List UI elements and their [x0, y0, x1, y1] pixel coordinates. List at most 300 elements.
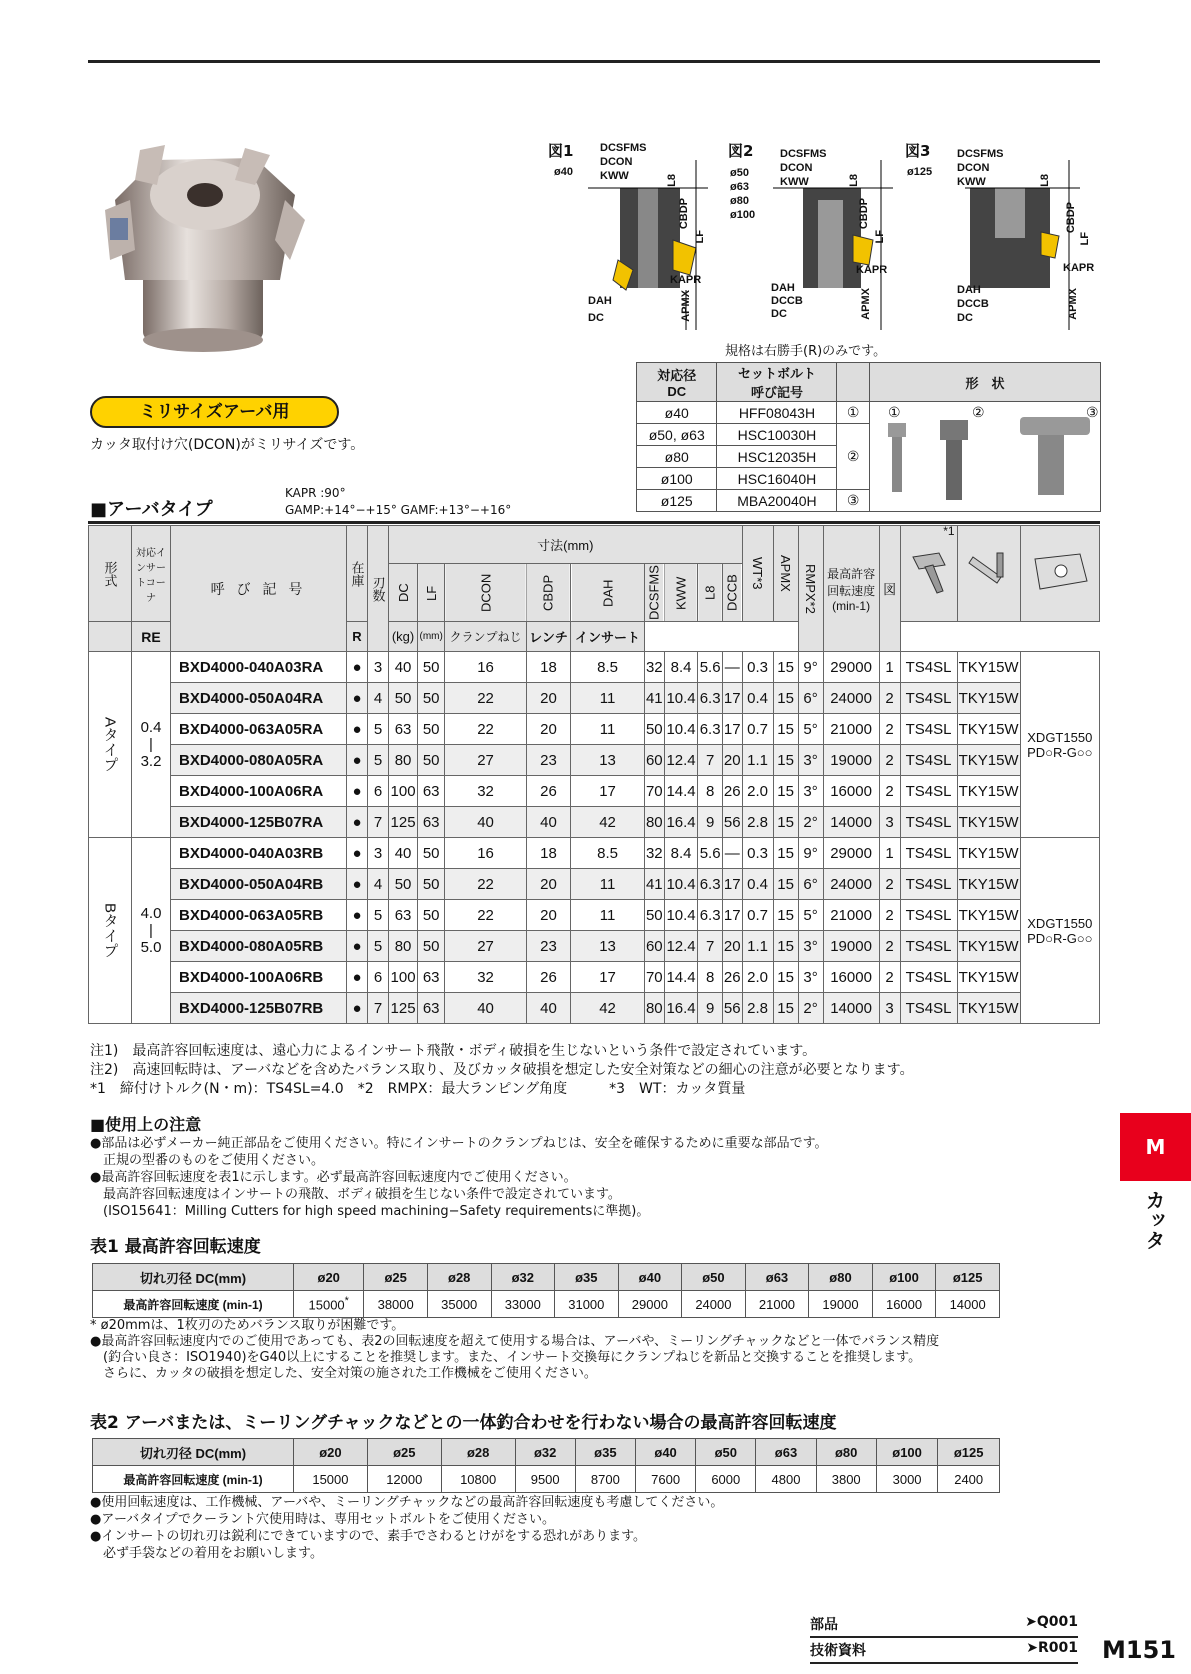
cell: 14000	[823, 993, 879, 1024]
cell: 2.8	[742, 993, 773, 1024]
cell: 3	[368, 838, 389, 869]
cell: 6°	[798, 869, 823, 900]
cell: 5	[368, 931, 389, 962]
table2-value: 3000	[876, 1466, 938, 1493]
cell: 63	[389, 900, 418, 931]
cell: 10.4	[664, 869, 698, 900]
cell: 60	[644, 931, 664, 962]
cell: 63	[418, 776, 445, 807]
cell: 20	[526, 683, 570, 714]
dim-dah-2: DAH	[771, 282, 795, 294]
cell: 6.3	[698, 869, 722, 900]
cell: 15	[773, 807, 798, 838]
gamp-gamf-angles: GAMP:+14°−+15° GAMF:+13°−+16°	[285, 503, 512, 517]
cell: 7	[368, 807, 389, 838]
dim-kapr-3: KAPR	[1063, 262, 1095, 274]
bolt-table	[636, 362, 1101, 512]
cell: 100	[389, 962, 418, 993]
table1-value: 33000	[491, 1291, 555, 1318]
dim-dcsfms-3: DCSFMS	[957, 148, 1004, 160]
table1-value: 35000	[427, 1291, 491, 1318]
table2-col: ø25	[367, 1439, 441, 1466]
cell: 63	[418, 962, 445, 993]
cell: TKY15W	[957, 962, 1020, 993]
figure-1-diameter: ø40	[554, 166, 573, 178]
dim-dccb-2: DCCB	[771, 295, 803, 307]
table-row	[89, 776, 1100, 807]
dim-dcsfms-2: DCSFMS	[780, 148, 827, 160]
cell: 80	[644, 993, 664, 1024]
cell: 15	[773, 683, 798, 714]
cell: 21000	[823, 714, 879, 745]
cell: 17	[722, 900, 742, 931]
table1	[92, 1263, 1000, 1318]
cell: ●	[347, 900, 368, 931]
bolt-row: ø50, ø63 HSC10030H ②	[637, 424, 1101, 446]
cell: TS4SL	[900, 900, 957, 931]
cell: 2.0	[742, 776, 773, 807]
figure-2	[728, 140, 888, 320]
cell: 5.6	[698, 838, 722, 869]
header-insert-icon-cell	[1020, 526, 1099, 622]
group-re: 4.0 | 5.0	[132, 838, 171, 1024]
cell-code: BXD4000-080A05RB	[171, 931, 347, 962]
cell-code: BXD4000-100A06RA	[171, 776, 347, 807]
cell: 3°	[798, 931, 823, 962]
dim-cbdp-2: CBDP	[858, 198, 870, 230]
dim-kww-2: KWW	[780, 176, 809, 188]
table2-col: ø80	[816, 1439, 876, 1466]
cell-code: BXD4000-063A05RA	[171, 714, 347, 745]
table2-value: 4800	[756, 1466, 816, 1493]
cell: TKY15W	[957, 993, 1020, 1024]
footer-parts[interactable]: 部品 ➤Q001	[810, 1612, 1078, 1638]
table2	[92, 1438, 1000, 1493]
cell: 16.4	[664, 807, 698, 838]
table2-value: 2400	[938, 1466, 1000, 1493]
cell: 63	[418, 993, 445, 1024]
cell-code: BXD4000-125B07RB	[171, 993, 347, 1024]
table-row	[89, 931, 1100, 962]
arbor-type-table	[88, 525, 1100, 1024]
cell: 6.3	[698, 683, 722, 714]
dim-l8-2: L8	[848, 174, 860, 187]
dim-apmx-1: APMX	[680, 290, 692, 322]
cell: 9	[698, 993, 722, 1024]
header-stock: 在庫	[347, 526, 368, 622]
cell: 80	[389, 745, 418, 776]
figure-2-diameter: ø50 ø63 ø80 ø100	[730, 167, 756, 221]
badge-description: カッタ取付け穴(DCON)がミリサイズです。	[90, 437, 365, 453]
table2-col: ø20	[294, 1439, 368, 1466]
cell: TKY15W	[957, 900, 1020, 931]
figure-1-label: 図1	[548, 142, 574, 160]
figure-3	[905, 140, 1095, 324]
bolt-row: ø125 MBA20040H ③	[637, 490, 1101, 512]
table1-star: *	[344, 1295, 349, 1308]
cell: 17	[722, 869, 742, 900]
bolt-row: ø100 HSC16040H	[637, 468, 1101, 490]
table1-h1: 切れ刃径 DC(mm)	[93, 1264, 294, 1291]
cell: 6°	[798, 683, 823, 714]
cell: 15	[773, 869, 798, 900]
header-dim-dc: DC	[389, 564, 418, 622]
cell: 7	[698, 931, 722, 962]
table-row	[89, 683, 1100, 714]
table2-col: ø125	[938, 1439, 1000, 1466]
cell: 8	[698, 776, 722, 807]
cell: TKY15W	[957, 869, 1020, 900]
table-row	[89, 714, 1100, 745]
table2-value: 3800	[816, 1466, 876, 1493]
cell: 3°	[798, 745, 823, 776]
cell: 20	[526, 869, 570, 900]
cell-code: BXD4000-063A05RB	[171, 900, 347, 931]
figure-3-diameter: ø125	[907, 166, 933, 178]
cell: 32	[445, 962, 527, 993]
page-number: M151	[1102, 1636, 1176, 1664]
cell: 56	[722, 807, 742, 838]
dim-dc-1: DC	[588, 312, 604, 324]
cell: TS4SL	[900, 931, 957, 962]
header-rmpx: RMPX*2	[798, 526, 823, 652]
wrench-icon	[967, 547, 1011, 597]
table1-col: ø40	[618, 1264, 682, 1291]
cell: TS4SL	[900, 962, 957, 993]
cell: TS4SL	[900, 869, 957, 900]
cell: 24000	[823, 683, 879, 714]
cell: —	[722, 652, 742, 683]
cell: 17	[571, 776, 645, 807]
cell: 20	[526, 900, 570, 931]
cell: 15	[773, 652, 798, 683]
table1-col: ø25	[364, 1264, 428, 1291]
bolt-row: ø40 HFF08043H ① ① ② ③	[637, 402, 1101, 424]
dim-dah-1: DAH	[588, 295, 612, 307]
cell: 15	[773, 993, 798, 1024]
table2-col: ø50	[696, 1439, 756, 1466]
note-3: *1 締付けトルク(N・m)：TS4SL=4.0 *2 RMPX：最大ランピング角度 *3 WT：カッタ質量	[90, 1081, 746, 1097]
cell: 125	[389, 807, 418, 838]
cell: 40	[526, 807, 570, 838]
table1-value: 29000	[618, 1291, 682, 1318]
top-rule	[88, 60, 1100, 63]
cell: 40	[389, 652, 418, 683]
cell: TKY15W	[957, 745, 1020, 776]
cell: 20	[526, 714, 570, 745]
header-re: RE	[132, 622, 171, 652]
figure-3-label: 図3	[905, 142, 931, 160]
cell: 5	[368, 745, 389, 776]
cell: 17	[722, 714, 742, 745]
cell: 42	[571, 993, 645, 1024]
bolt-row: ø80 HSC12035H	[637, 446, 1101, 468]
cell: 9°	[798, 838, 823, 869]
cell: 9	[698, 807, 722, 838]
table1-col: ø50	[682, 1264, 746, 1291]
cell: 40	[445, 807, 527, 838]
dim-l8-3: L8	[1039, 174, 1051, 187]
header-dim-dcon: DCON	[445, 564, 527, 622]
table1-col: ø32	[491, 1264, 555, 1291]
table2-value: 10800	[441, 1466, 515, 1493]
cell: 15	[773, 931, 798, 962]
group-type: Bタイプ	[89, 838, 132, 1024]
cell: 2	[879, 962, 900, 993]
cell: TKY15W	[957, 714, 1020, 745]
table-row	[89, 993, 1100, 1024]
dim-kapr-2: KAPR	[856, 264, 888, 276]
cell: 8.5	[571, 652, 645, 683]
cell: 80	[389, 931, 418, 962]
cell: 80	[644, 807, 664, 838]
table1-value: 38000	[364, 1291, 428, 1318]
header-dim-dah: DAH	[571, 564, 645, 622]
dim-dah-3: DAH	[957, 284, 981, 296]
group-insert: XDGT1550 PD○R-G○○	[1020, 652, 1099, 838]
dim-l8-1: L8	[666, 174, 678, 187]
cell: 14.4	[664, 962, 698, 993]
cell: 7	[698, 745, 722, 776]
table1-value: 21000	[745, 1291, 809, 1318]
table1-col: ø80	[809, 1264, 873, 1291]
cell: 19000	[823, 931, 879, 962]
cell: TS4SL	[900, 776, 957, 807]
cell: 32	[445, 776, 527, 807]
table1-col: ø63	[745, 1264, 809, 1291]
cell: 26	[722, 776, 742, 807]
cell: 23	[526, 745, 570, 776]
table1-value: 31000	[555, 1291, 619, 1318]
cell: ●	[347, 993, 368, 1024]
cell: 10.4	[664, 900, 698, 931]
dim-lf-2: LF	[874, 230, 886, 244]
cell: 16000	[823, 962, 879, 993]
clamp-screw-icon	[909, 547, 949, 597]
cell: 8	[698, 962, 722, 993]
caution-title: ■使用上の注意	[90, 1115, 202, 1134]
table1-notes: * ø20mmは、1枚刃のためバランス取りが困難です。 ●最高許容回転速度内でのご使用であっても、表2の回転速度を超えて使用する場合は、アーバや、ミーリングチャックなどと一体でバランス精度 (釣合い良さ：ISO1940)をG40以上にすることを推奨します。また、インサート交換毎にクランプねじを新品と交換することを推奨します。 さらに、カッタの破損を想定した、安全対策の施された工作機械をご使用ください。	[90, 1318, 940, 1381]
cell: —	[722, 838, 742, 869]
cell: 5°	[798, 900, 823, 931]
cell-code: BXD4000-040A03RA	[171, 652, 347, 683]
cell: 8.5	[571, 838, 645, 869]
cutter-photo	[95, 140, 310, 355]
cell: 22	[445, 683, 527, 714]
cell: 1.1	[742, 931, 773, 962]
cell-code: BXD4000-100A06RB	[171, 962, 347, 993]
cell: 63	[418, 807, 445, 838]
cell: 4	[368, 683, 389, 714]
section-tab-m[interactable]: M	[1120, 1113, 1191, 1181]
cell: 50	[418, 745, 445, 776]
cell: 22	[445, 869, 527, 900]
dim-apmx-2: APMX	[860, 288, 872, 320]
header-fig: 図	[879, 526, 900, 652]
header-dim-cbdp: CBDP	[526, 564, 570, 622]
table-row	[89, 869, 1100, 900]
table-row	[89, 838, 1100, 869]
table-row	[89, 962, 1100, 993]
cell: 50	[418, 652, 445, 683]
cell: 11	[571, 683, 645, 714]
footer-refs	[810, 1612, 1078, 1664]
cell: 50	[644, 900, 664, 931]
dim-dccb-3: DCCB	[957, 298, 989, 310]
cell: TS4SL	[900, 683, 957, 714]
cell: 3	[879, 807, 900, 838]
cell: TKY15W	[957, 807, 1020, 838]
dim-lf-1: LF	[694, 230, 706, 244]
cell: 15	[773, 714, 798, 745]
cell: 27	[445, 931, 527, 962]
table2-value: 7600	[635, 1466, 695, 1493]
cell: 20	[722, 931, 742, 962]
cell-code: BXD4000-080A05RA	[171, 745, 347, 776]
cell: 16	[445, 838, 527, 869]
kapr-angle: KAPR :90°	[285, 486, 346, 500]
table1-value: 16000	[872, 1291, 936, 1318]
cell: 2	[879, 714, 900, 745]
cell: TKY15W	[957, 652, 1020, 683]
cell: 22	[445, 714, 527, 745]
cell: 0.7	[742, 900, 773, 931]
cell: 21000	[823, 900, 879, 931]
cell: 3	[879, 993, 900, 1024]
cell: 26	[526, 962, 570, 993]
cell: 15	[773, 776, 798, 807]
dim-cbdp-3: CBDP	[1065, 202, 1077, 234]
group-insert: XDGT1550 PD○R-G○○	[1020, 838, 1099, 1024]
cell: 6	[368, 776, 389, 807]
cell: 50	[418, 900, 445, 931]
table1-value: 14000	[936, 1291, 1000, 1318]
cell: 29000	[823, 838, 879, 869]
header-dim-dccb: DCCB	[722, 564, 742, 622]
cell: 100	[389, 776, 418, 807]
dim-dcon-1: DCON	[600, 156, 633, 168]
cell: 56	[722, 993, 742, 1024]
cell: ●	[347, 745, 368, 776]
table1-value: 19000	[809, 1291, 873, 1318]
table2-notes: ●使用回転速度は、工作機械、アーバや、ミーリングチャックなどの最高許容回転速度も考慮してください。 ●アーバタイプでクーラント穴使用時は、専用セットボルトをご使用ください。 ●インサートの切れ刃は鋭利にできていますので、素手でさわるとけがをする恐れがあります。 必ず手袋などの着用をお願いします。	[90, 1495, 724, 1561]
table-row	[89, 807, 1100, 838]
header-re-label: 対応インサートコーナ	[132, 526, 171, 622]
cell: 15	[773, 838, 798, 869]
header-clamp: クランプねじ	[445, 622, 527, 652]
cell: 22	[445, 900, 527, 931]
cell: 23	[526, 931, 570, 962]
table1-col: ø35	[555, 1264, 619, 1291]
cell: 63	[389, 714, 418, 745]
cell: 41	[644, 869, 664, 900]
cell: 32	[644, 652, 664, 683]
millimeter-arbor-badge: ミリサイズアーバ用	[90, 396, 339, 428]
cell: 17	[571, 962, 645, 993]
cell: TKY15W	[957, 683, 1020, 714]
table1-title: 表1 最高許容回転速度	[90, 1237, 261, 1257]
cell: 15	[773, 745, 798, 776]
cell: 125	[389, 993, 418, 1024]
bolt-shape-cell	[870, 402, 1101, 512]
cell: 3°	[798, 962, 823, 993]
cell: 3	[368, 652, 389, 683]
header-wrench-icon-cell	[957, 526, 1020, 622]
table2-col: ø32	[515, 1439, 575, 1466]
header-wt-unit: (kg)	[389, 622, 418, 652]
table1-value: 15000*	[294, 1291, 364, 1318]
cell-code: BXD4000-050A04RB	[171, 869, 347, 900]
cell: 11	[571, 714, 645, 745]
cell: 26	[526, 776, 570, 807]
cell: 8.4	[664, 838, 698, 869]
table-row	[89, 652, 1100, 683]
cell: 2	[879, 776, 900, 807]
table2-h2: 最高許容回転速度 (min-1)	[93, 1466, 294, 1493]
header-dims: 寸法(mm)	[389, 526, 743, 564]
bolt-header-dc: 対応径 DC	[637, 363, 717, 402]
cell: 50	[418, 838, 445, 869]
cell: ●	[347, 931, 368, 962]
header-clamp-icon-cell	[900, 526, 957, 622]
header-wrench: レンチ	[526, 622, 570, 652]
table2-value: 12000	[367, 1466, 441, 1493]
footer-tech[interactable]: 技術資料 ➤R001	[810, 1638, 1078, 1664]
shape-mark-3: ③	[1086, 404, 1099, 420]
cell: 50	[389, 869, 418, 900]
figure-1	[548, 140, 706, 324]
table2-col: ø28	[441, 1439, 515, 1466]
dim-dcon-3: DCON	[957, 162, 990, 174]
header-insert: インサート	[571, 622, 645, 652]
cell: 8.4	[664, 652, 698, 683]
cell: 18	[526, 838, 570, 869]
category-label: カッタ	[1142, 1190, 1166, 1250]
table2-title: 表2 アーバまたは、ミーリングチャックなどとの一体釣合わせを行わない場合の最高許容回転速度	[90, 1413, 837, 1433]
cell: 13	[571, 931, 645, 962]
cell: 32	[644, 838, 664, 869]
table1-col: ø28	[427, 1264, 491, 1291]
cell: 42	[571, 807, 645, 838]
cell: 60	[644, 745, 664, 776]
cell: 11	[571, 900, 645, 931]
cell: 40	[445, 993, 527, 1024]
cell: 18	[526, 652, 570, 683]
header-apmx-unit: (mm)	[418, 622, 445, 652]
cell: 5.6	[698, 652, 722, 683]
cell: 6	[368, 962, 389, 993]
cell: TS4SL	[900, 807, 957, 838]
table2-value: 15000	[294, 1466, 368, 1493]
cell: 13	[571, 745, 645, 776]
cell: 50	[418, 869, 445, 900]
cell: TKY15W	[957, 931, 1020, 962]
dim-dc-2: DC	[771, 308, 787, 320]
cell: 5	[368, 714, 389, 745]
group-type: Aタイプ	[89, 652, 132, 838]
cell: 50	[389, 683, 418, 714]
table-row	[89, 900, 1100, 931]
header-code: 呼 び 記 号	[171, 526, 347, 652]
table2-value: 8700	[575, 1466, 635, 1493]
cell: 10.4	[664, 683, 698, 714]
cell: 16	[445, 652, 527, 683]
cell: ●	[347, 869, 368, 900]
header-dim-kww: KWW	[664, 564, 698, 622]
cell: 5°	[798, 714, 823, 745]
note-1: 注1) 最高許容回転速度は、遠心力によるインサート飛散・ボディ破損を生じないという条件で設定されています。	[90, 1043, 817, 1059]
table1-h2: 最高許容回転速度 (min-1)	[93, 1291, 294, 1318]
